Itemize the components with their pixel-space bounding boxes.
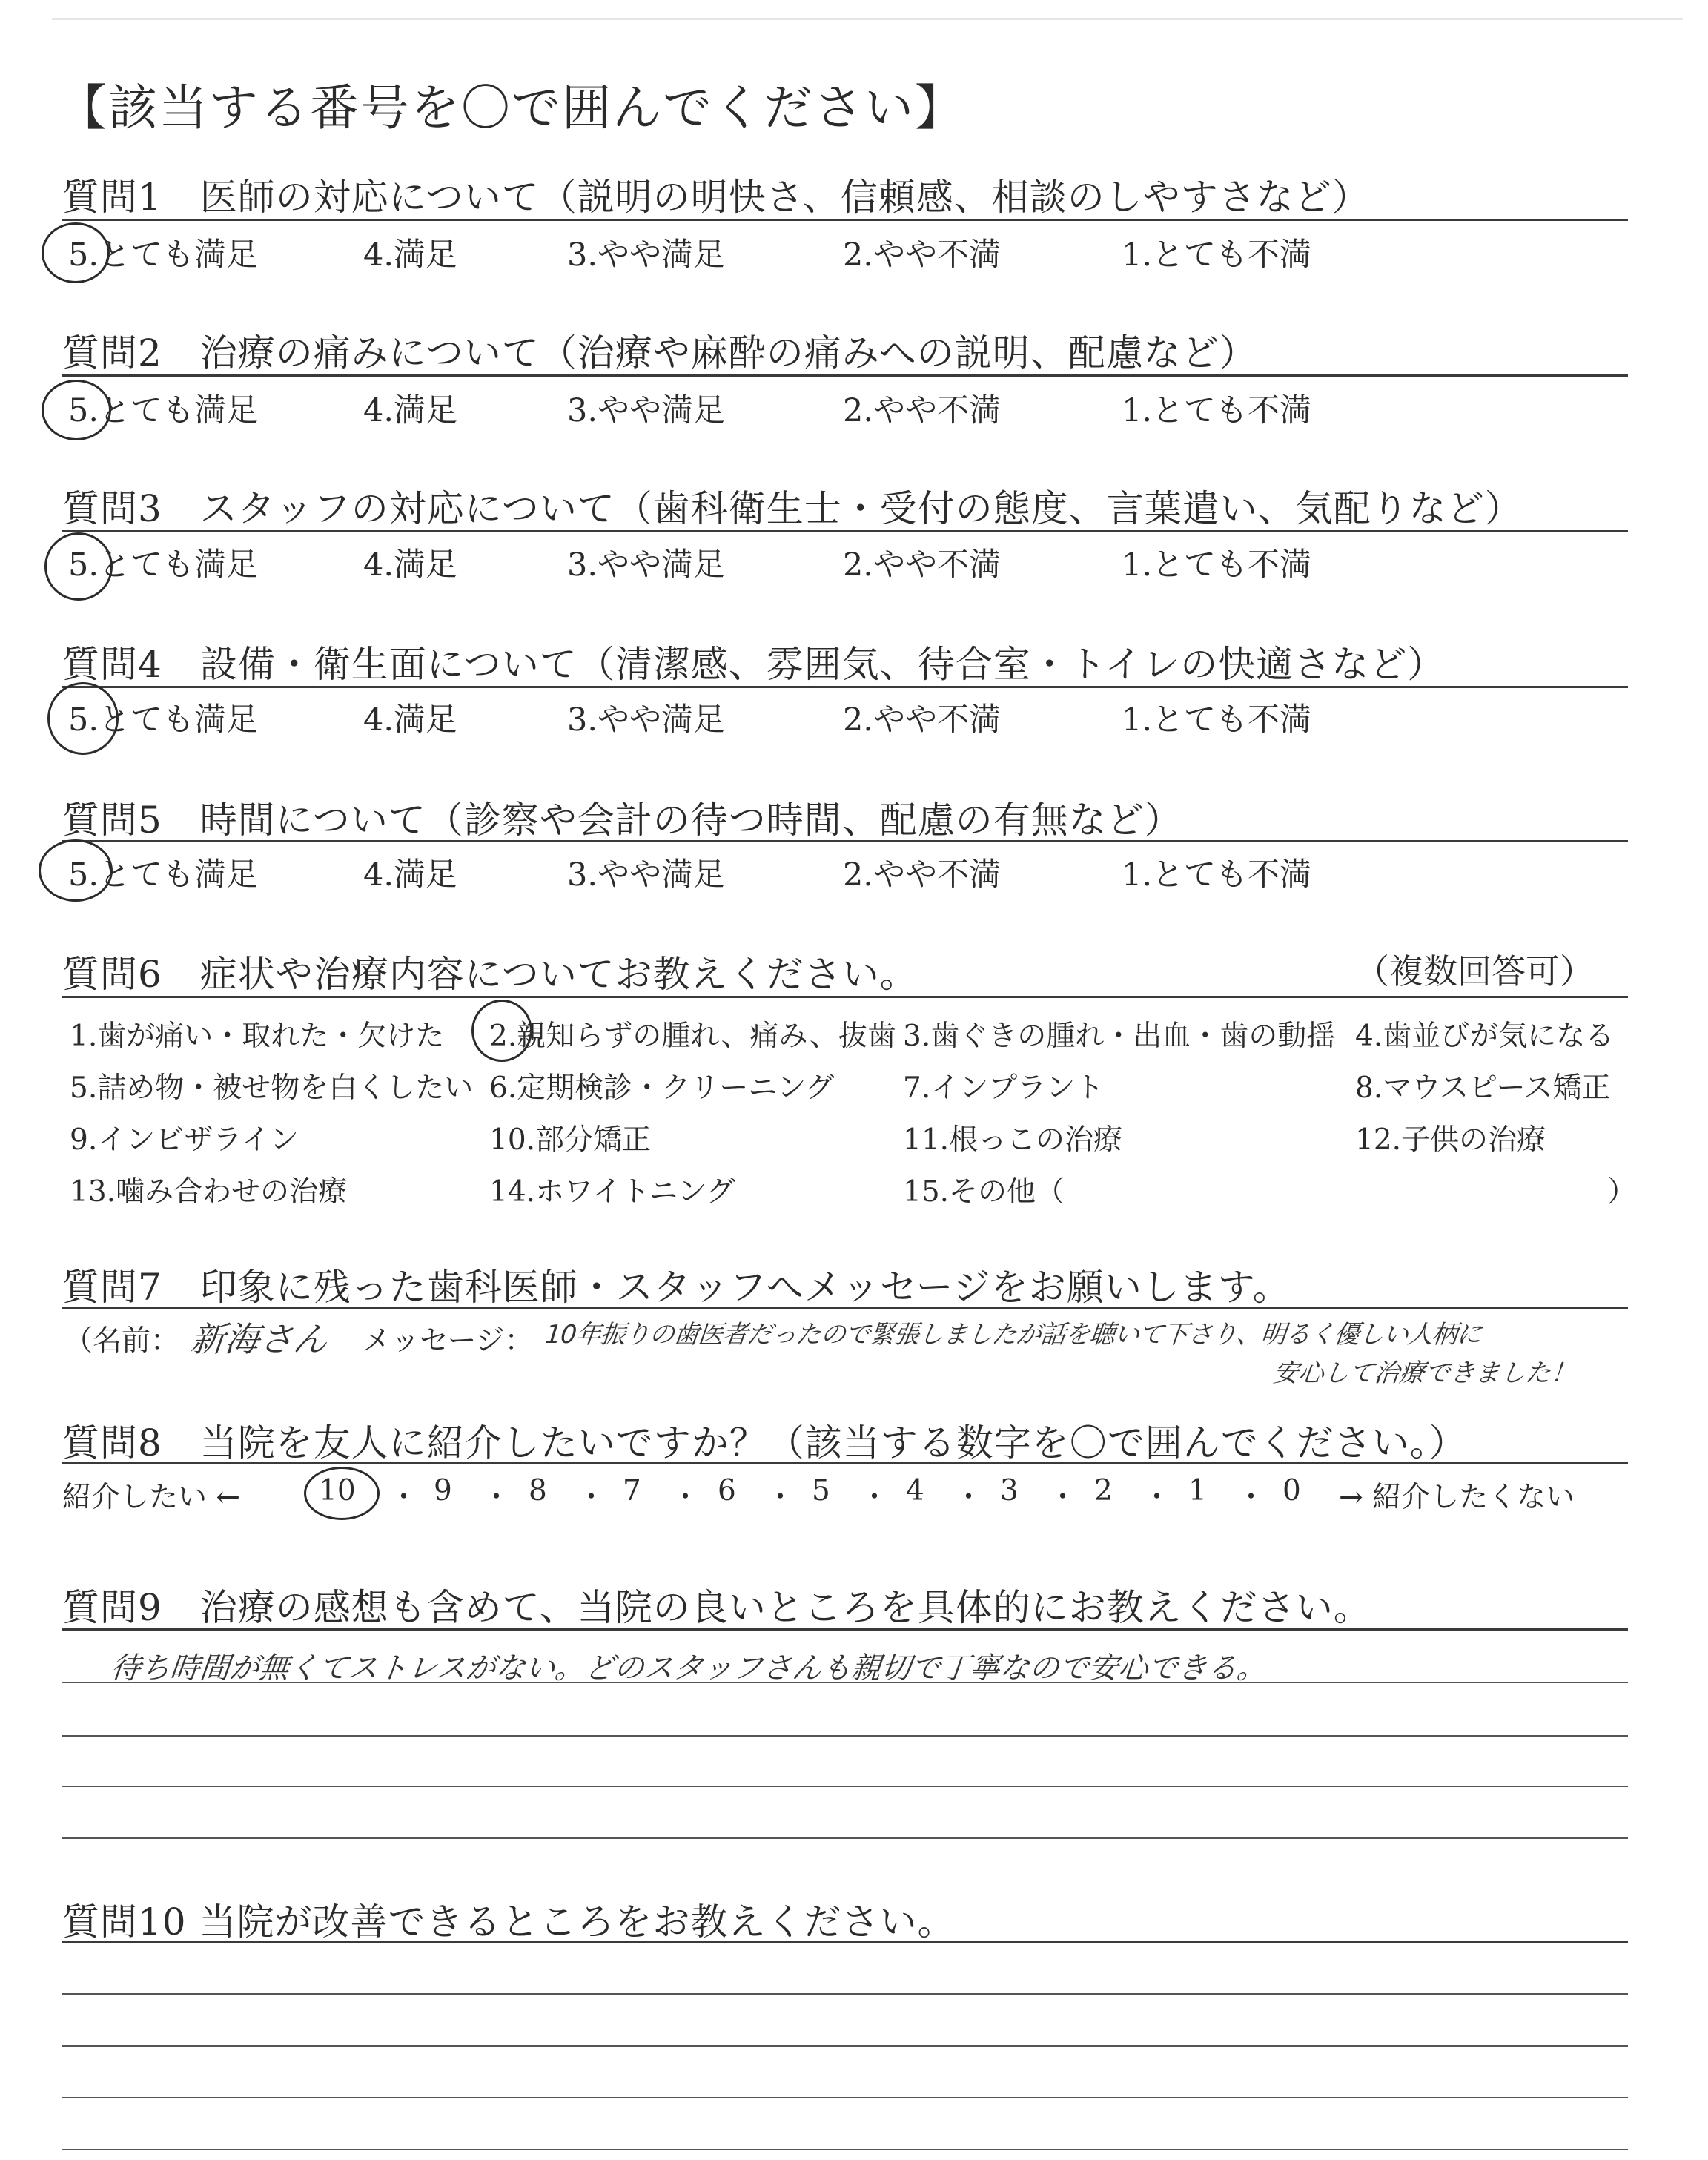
q6-option-6[interactable]: 6.定期検診・クリーニング: [489, 1071, 835, 1105]
q6-option-5[interactable]: 5.詰め物・被せ物を白くしたい: [70, 1071, 474, 1105]
question-7-rule: [62, 1307, 1628, 1309]
q1-option-1[interactable]: 1.とても不満: [1122, 237, 1312, 274]
q6-option-10[interactable]: 10.部分矯正: [489, 1123, 652, 1157]
q8-scale-2[interactable]: 2: [1094, 1474, 1113, 1507]
q4-option-5[interactable]: 5.とても満足: [68, 701, 259, 739]
q2-option-4[interactable]: 4.満足: [363, 392, 458, 429]
q3-option-2[interactable]: 2.やや不満: [843, 546, 1002, 584]
q9-answer-line-3: [62, 1786, 1628, 1787]
q6-option-3[interactable]: 3.歯ぐきの腫れ・出血・歯の動揺: [903, 1020, 1336, 1053]
answer-circle-q8: [304, 1467, 380, 1520]
q7-name-handwritten: 新海さん: [188, 1319, 330, 1359]
q6-option-7[interactable]: 7.インプラント: [903, 1071, 1105, 1105]
question-6-title: 質問6 症状や治療内容についてお教えください。: [62, 953, 918, 996]
q7-name-label: （名前：: [64, 1324, 180, 1358]
q8-scale-9[interactable]: 9: [434, 1474, 452, 1507]
q6-option-11[interactable]: 11.根っこの治療: [903, 1123, 1123, 1157]
q5-option-4[interactable]: 4.満足: [363, 856, 458, 894]
question-6-rule: [62, 996, 1628, 998]
q10-answer-line-3: [62, 2097, 1628, 2098]
q5-option-1[interactable]: 1.とても不満: [1122, 856, 1312, 894]
q5-option-5[interactable]: 5.とても満足: [68, 856, 259, 894]
q8-scale-4[interactable]: 4: [906, 1474, 924, 1507]
q10-answer-line-1: [62, 1993, 1628, 1995]
q6-option-12[interactable]: 12.子供の治療: [1355, 1123, 1546, 1157]
answer-circle-q4: [47, 682, 119, 755]
q3-option-1[interactable]: 1.とても不満: [1122, 546, 1312, 584]
q7-message-handwritten-line2: 安心して治療できました！: [1271, 1358, 1578, 1388]
q1-option-4[interactable]: 4.満足: [363, 237, 458, 274]
q5-option-3[interactable]: 3.やや満足: [567, 856, 726, 894]
question-3-rule: [62, 530, 1628, 532]
question-2-rule: [62, 374, 1628, 377]
question-6-note: （複数回答可）: [1355, 951, 1594, 991]
q6-option-14[interactable]: 14.ホワイトニング: [489, 1175, 735, 1209]
question-4-rule: [62, 686, 1628, 688]
q6-option-1[interactable]: 1.歯が痛い・取れた・欠けた: [70, 1020, 445, 1053]
q4-option-1[interactable]: 1.とても不満: [1122, 701, 1312, 739]
q3-option-4[interactable]: 4.満足: [363, 546, 458, 584]
question-8-rule: [62, 1462, 1628, 1464]
q2-option-2[interactable]: 2.やや不満: [843, 392, 1002, 429]
q8-separator: ・: [1237, 1481, 1266, 1514]
answer-circle-q5: [39, 839, 113, 902]
question-9-title: 質問9 治療の感想も含めて、当院の良いところを具体的にお教えください。: [62, 1586, 1371, 1629]
question-1-title: 質問1 医師の対応について（説明の明快さ、信頼感、相談のしやすさなど）: [62, 176, 1370, 219]
q10-answer-line-4: [62, 2149, 1628, 2150]
question-4-title: 質問4 設備・衛生面について（清潔感、雰囲気、待合室・トイレの快適さなど）: [62, 643, 1446, 686]
question-10-rule: [62, 1941, 1628, 1943]
question-8-title: 質問8 当院を友人に紹介したいですか？（該当する数字を〇で囲んでください。）: [62, 1421, 1467, 1464]
q1-option-3[interactable]: 3.やや満足: [567, 237, 726, 274]
question-3-title: 質問3 スタッフの対応について（歯科衛生士・受付の態度、言葉遣い、気配りなど）: [62, 487, 1523, 530]
q10-answer-line-2: [62, 2045, 1628, 2047]
q8-scale-1[interactable]: 1: [1188, 1474, 1207, 1507]
q1-option-5[interactable]: 5.とても満足: [68, 237, 259, 274]
q8-separator: ・: [1048, 1481, 1078, 1514]
q6-option-2[interactable]: 2.親知らずの腫れ、痛み、抜歯: [489, 1020, 896, 1053]
q8-separator: ・: [766, 1481, 795, 1514]
q8-scale-10[interactable]: 10: [319, 1474, 356, 1507]
q8-scale-6[interactable]: 6: [718, 1474, 736, 1507]
question-5-title: 質問5 時間について（診察や会計の待つ時間、配慮の有無など）: [62, 799, 1182, 842]
q9-answer-line-1: [62, 1682, 1628, 1683]
q5-option-2[interactable]: 2.やや不満: [843, 856, 1002, 894]
q8-separator: ・: [389, 1481, 419, 1514]
question-10-title: 質問10 当院が改善できるところをお教えください。: [62, 1900, 956, 1943]
q8-separator: ・: [860, 1481, 890, 1514]
q6-option-9[interactable]: 9.インビザライン: [70, 1123, 299, 1157]
q4-option-2[interactable]: 2.やや不満: [843, 701, 1002, 739]
form-header: 【該当する番号を〇で囲んでください】: [58, 79, 965, 136]
answer-circle-q2: [42, 380, 111, 440]
answer-circle-q3: [44, 532, 113, 601]
q8-right-label: → 紹介したくない: [1339, 1481, 1575, 1514]
answer-circle-q6: [471, 1000, 532, 1062]
q3-option-3[interactable]: 3.やや満足: [567, 546, 726, 584]
top-edge-line: [52, 18, 1683, 20]
q4-option-4[interactable]: 4.満足: [363, 701, 458, 739]
question-2-title: 質問2 治療の痛みについて（治療や麻酔の痛みへの説明、配慮など）: [62, 331, 1257, 374]
q8-separator: ・: [577, 1481, 606, 1514]
q8-scale-0[interactable]: 0: [1282, 1474, 1301, 1507]
q8-left-label: 紹介したい ←: [62, 1481, 241, 1514]
q9-answer-handwritten: 待ち時間が無くてストレスがない。どのスタッフさんも親切で丁寧なので安心できる。: [109, 1651, 1268, 1685]
q8-separator: ・: [671, 1481, 701, 1514]
q1-option-2[interactable]: 2.やや不満: [843, 237, 1002, 274]
q7-message-handwritten-line1: 10年振りの歯医者だったので緊張しましたが話を聴いて下さり、明るく優しい人柄に: [543, 1320, 1483, 1350]
question-7-title: 質問7 印象に残った歯科医師・スタッフへメッセージをお願いします。: [62, 1266, 1291, 1309]
q6-option-8[interactable]: 8.マウスピース矯正: [1355, 1071, 1611, 1105]
q9-answer-line-2: [62, 1735, 1628, 1737]
q8-separator: ・: [954, 1481, 984, 1514]
answer-circle-q1: [42, 222, 110, 283]
q8-scale-8[interactable]: 8: [529, 1474, 547, 1507]
q8-scale-3[interactable]: 3: [1000, 1474, 1019, 1507]
q2-option-1[interactable]: 1.とても不満: [1122, 392, 1312, 429]
question-9-rule: [62, 1628, 1628, 1631]
q6-option-15-close: ）: [1607, 1175, 1637, 1209]
q6-option-13[interactable]: 13.噛み合わせの治療: [70, 1175, 348, 1209]
question-1-rule: [62, 219, 1628, 221]
q6-option-4[interactable]: 4.歯並びが気になる: [1355, 1020, 1615, 1053]
q8-separator: ・: [1142, 1481, 1172, 1514]
q2-option-3[interactable]: 3.やや満足: [567, 392, 726, 429]
q2-option-5[interactable]: 5.とても満足: [68, 392, 259, 429]
q7-message-label: メッセージ：: [362, 1324, 534, 1358]
q6-option-15[interactable]: 15.その他（: [903, 1175, 1065, 1209]
q8-scale-5[interactable]: 5: [812, 1474, 830, 1507]
q8-scale-7[interactable]: 7: [623, 1474, 641, 1507]
q8-separator: ・: [482, 1481, 512, 1514]
q3-option-5[interactable]: 5.とても満足: [68, 546, 259, 584]
q4-option-3[interactable]: 3.やや満足: [567, 701, 726, 739]
q9-answer-line-4: [62, 1837, 1628, 1839]
question-5-rule: [62, 840, 1628, 842]
